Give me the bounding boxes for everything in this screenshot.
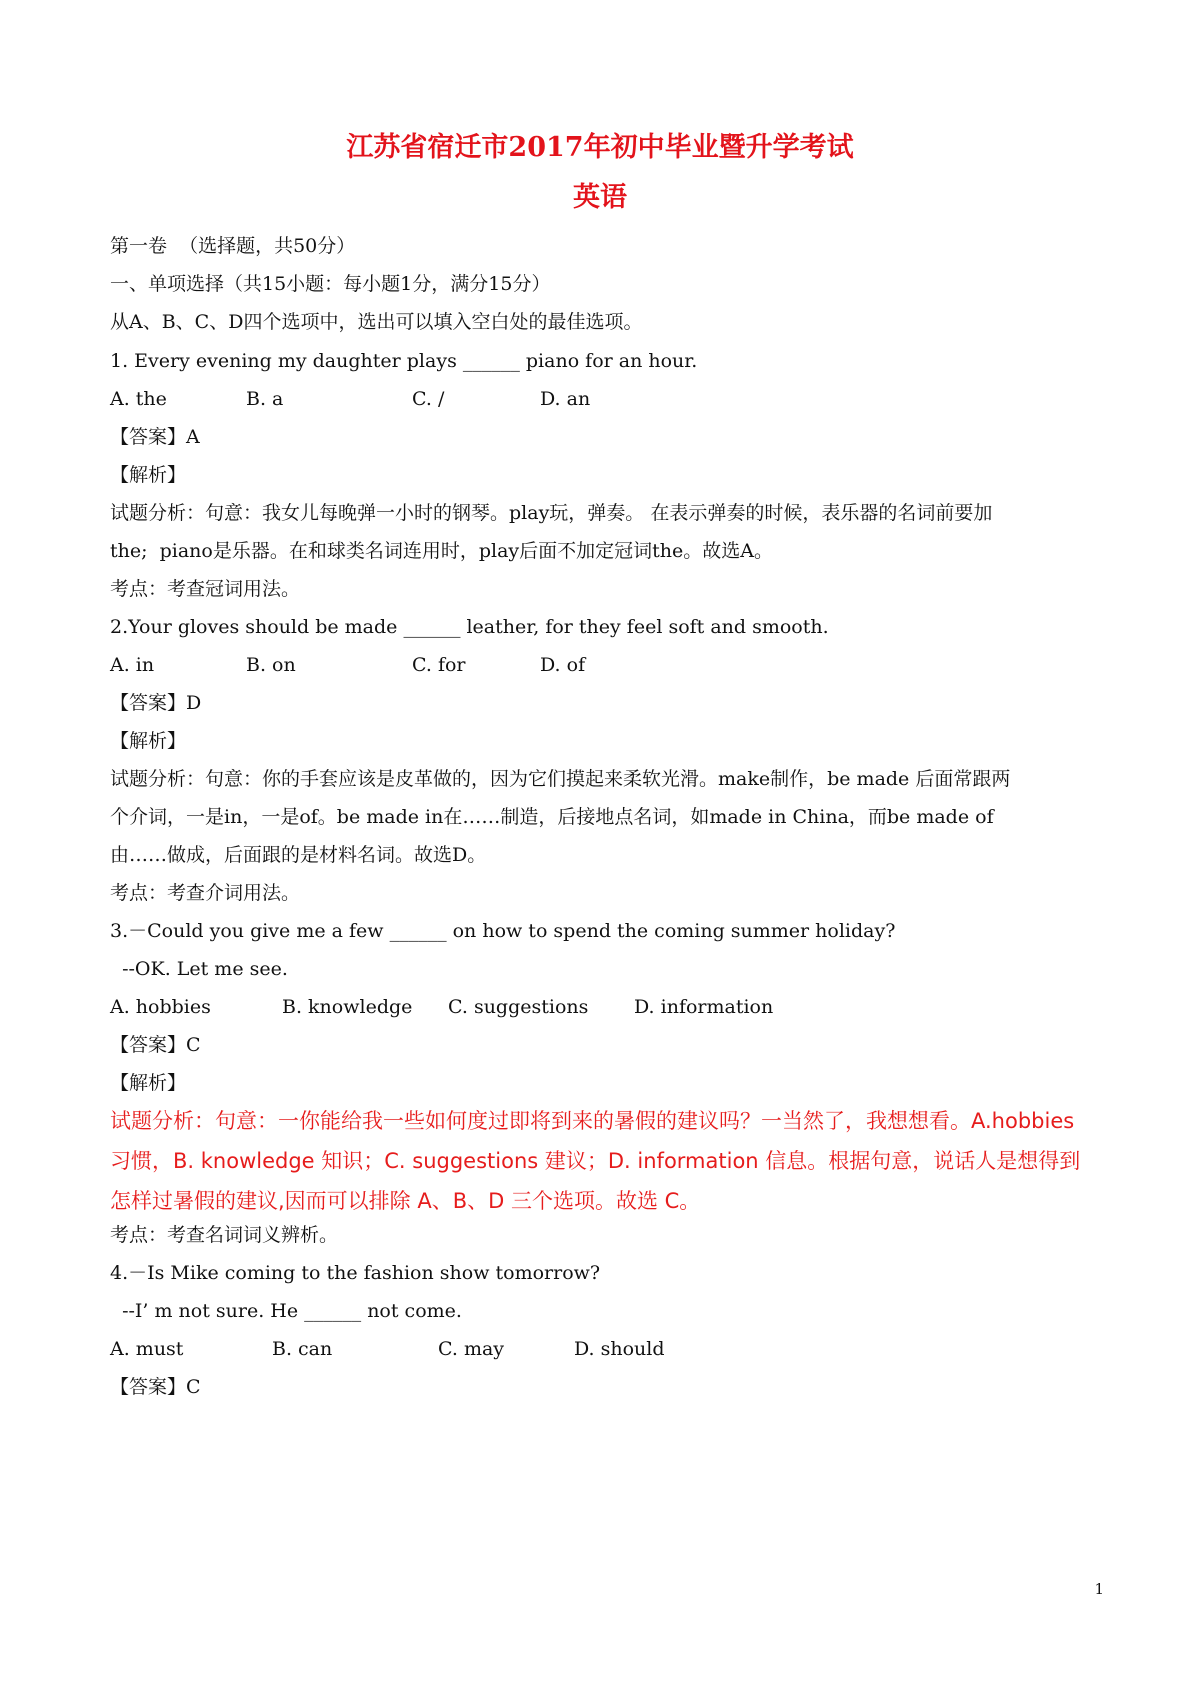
point-1: 考点：考查冠词用法。 [110, 578, 301, 600]
answer-1: 【答案】A [110, 426, 200, 448]
page-number: 1 [1094, 1580, 1104, 1598]
question-2-options [110, 645, 1100, 685]
option-a: A. the [110, 388, 167, 410]
option-a: A. must [110, 1338, 184, 1360]
analysis-2-line-2: 个介词，一是in，一是of。be made in在……制造，后接地点名词，如made in China，而be made of [110, 806, 994, 828]
option-a: A. hobbies [110, 996, 211, 1018]
option-d: D. should [574, 1338, 665, 1360]
analysis-1-line-2: the; piano是乐器。在和球类名词连用时，play后面不加定冠词the。故选A。 [110, 540, 773, 562]
subject-title: 英语 [573, 182, 627, 213]
answer-4: 【答案】C [110, 1376, 201, 1398]
analysis-3-text: 试题分析：句意：一你能给我一些如何度过即将到来的暑假的建议吗？一当然了，我想想看。A.hobbies 习惯，B. knowledge 知识；C. suggestions 建议；D. information 信息。根据句意，说话人是想得到怎样过暑假的建议,因而可以排除 A、B、D 三个选项。故选 C。 [110, 1109, 1081, 1213]
question-2-stem: 2.Your gloves should be made ______ leather, for they feel soft and smooth. [110, 616, 829, 638]
part-heading: 一、单项选择（共15小题：每小题1分，满分15分） [110, 273, 551, 295]
option-c: C. for [412, 654, 466, 676]
analysis-2-line-1: 试题分析：句意：你的手套应该是皮革做的，因为它们摸起来柔软光滑。make制作，be made 后面常跟两 [110, 768, 1011, 790]
analysis-label-3: 【解析】 [110, 1072, 187, 1094]
answer-3: 【答案】C [110, 1034, 201, 1056]
analysis-label-2: 【解析】 [110, 730, 187, 752]
option-d: D. an [540, 388, 591, 410]
option-c: C. may [438, 1338, 505, 1360]
question-1-options [110, 379, 1100, 419]
point-3: 考点：考查名词词义辨析。 [110, 1224, 339, 1246]
option-a: A. in [110, 654, 155, 676]
exam-title: 江苏省宿迁市2017年初中毕业暨升学考试 [346, 132, 854, 163]
option-d: D. of [540, 654, 586, 676]
instruction-text: 从A、B、C、D四个选项中，选出可以填入空白处的最佳选项。 [110, 311, 643, 333]
point-2: 考点：考查介词用法。 [110, 882, 301, 904]
volume-heading: 第一卷 （选择题，共50分） [110, 235, 356, 257]
analysis-2-line-3: 由……做成，后面跟的是材料名词。故选D。 [110, 844, 487, 866]
option-c: C. suggestions [448, 996, 589, 1018]
question-3-reply: --OK. Let me see. [110, 958, 288, 980]
option-c: C. / [412, 388, 445, 410]
question-1-stem: 1. Every evening my daughter plays ______ piano for an hour. [110, 350, 698, 372]
option-d: D. information [634, 996, 774, 1018]
question-4-stem: 4.－Is Mike coming to the fashion show tomorrow? [110, 1262, 601, 1284]
option-b: B. on [246, 654, 296, 676]
analysis-1-line-1: 试题分析：句意：我女儿每晚弹一小时的钢琴。play玩，弹奏。 在表示弹奏的时候，表乐器的名词前要加 [110, 502, 993, 524]
option-b: B. can [272, 1338, 333, 1360]
answer-2: 【答案】D [110, 692, 202, 714]
question-3-options [110, 987, 1100, 1027]
question-3-stem: 3.－Could you give me a few ______ on how to spend the coming summer holiday? [110, 920, 896, 942]
question-4-reply: --I’ m not sure. He ______ not come. [110, 1300, 462, 1322]
option-b: B. knowledge [282, 996, 413, 1018]
option-b: B. a [246, 388, 284, 410]
question-4-options [110, 1329, 1100, 1369]
analysis-label-1: 【解析】 [110, 464, 187, 486]
